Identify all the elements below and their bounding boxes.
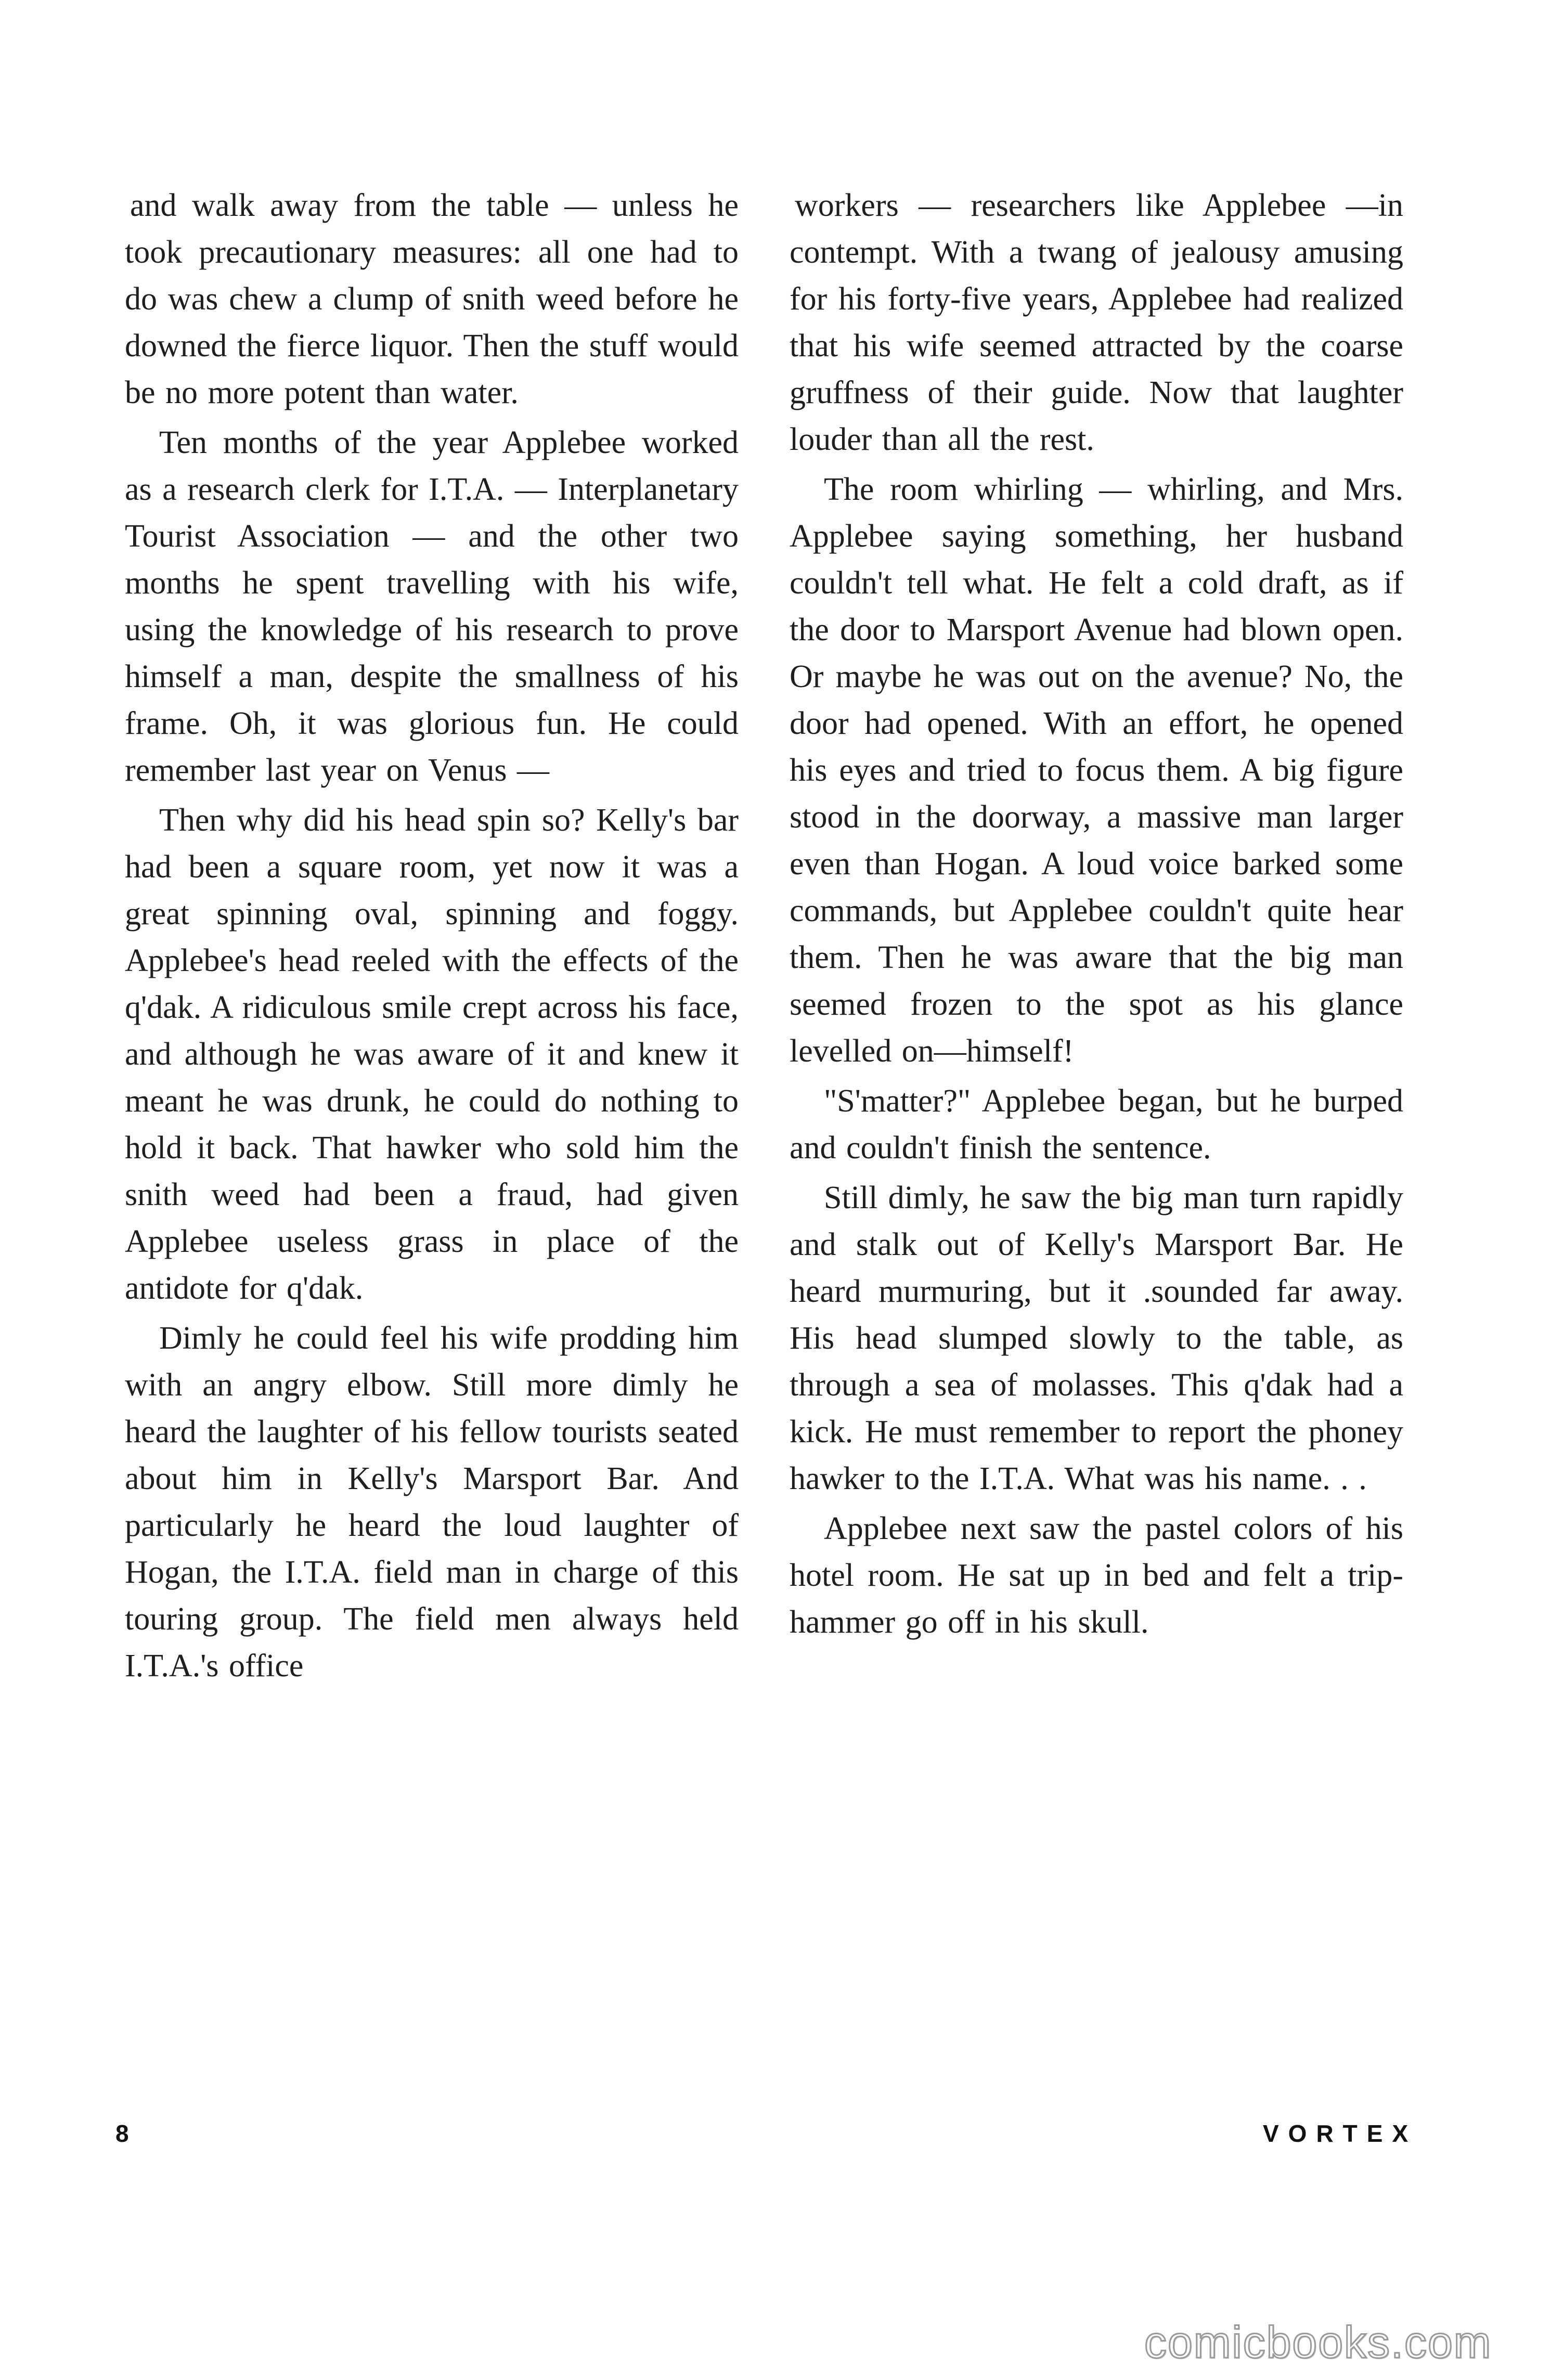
magazine-name: VORTEX (1263, 2120, 1418, 2147)
left-text-column (125, 182, 739, 1692)
paragraph: "S'matter?" Applebee began, but he burped and couldn't finish the sentence. (790, 1083, 1403, 1166)
paragraph: Then why did his head spin so? Kelly's bar had been a square room, yet now it was a great spinning oval, spinning and foggy. Applebee's head reeled with the effects of the q'dak. A ridiculous smile crept across his face, and although he was aware of it and knew it meant he was drunk, he could do nothing to hold it back. That hawker who sold him the snith weed had been a fraud, had given Applebee useless grass in place of the antidote for q'dak. (125, 803, 739, 1306)
paragraph: Still dimly, he saw the big man turn rapidly and stalk out of Kelly's Marsport Bar. He heard murmuring, but it .sounded far away. His head slumped slowly to the table, as through a sea of molasses. This q'dak had a kick. He must remember to report the phoney hawker to the I.T.A. What was his name. . . (790, 1180, 1403, 1496)
paragraph: Ten months of the year Applebee worked as a research clerk for I.T.A. — Interplanetary Tourist Association — and the other two months he spent travelling with his wife, using the knowledge of his research to prove himself a man, despite the smallness of his frame. Oh, it was glorious fun. He could remember last year on Venus — (125, 425, 739, 788)
paragraph: Dimly he could feel his wife prodding him with an angry elbow. Still more dimly he heard the laughter of his fellow tourists seated about him in Kelly's Marsport Bar. And particularly he heard the loud laughter of Hogan, the I.T.A. field man in charge of this touring group. The field men always held I.T.A.'s office (125, 1321, 739, 1684)
page-number: 8 (115, 2120, 129, 2147)
right-text-column (790, 182, 1403, 1649)
watermark-text: comicbooks.com (1144, 2318, 1492, 2368)
paragraph: and walk away from the table — unless he took precautionary measures: all one had to do was chew a clump of snith weed before he downed the fierce liquor. Then the stuff would be no more potent than water. (125, 188, 739, 410)
paragraph: Applebee next saw the pastel colors of his hotel room. He sat up in bed and felt a trip-hammer go off in his skull. (790, 1511, 1403, 1640)
paragraph: workers — researchers like Applebee —in contempt. With a twang of jealousy amusing for his forty-five years, Applebee had realized that his wife seemed attracted by the coarse gruffness of their guide. Now that laughter louder than all the rest. (790, 188, 1403, 457)
paragraph: The room whirling — whirling, and Mrs. Applebee saying something, her husband couldn't tell what. He felt a cold draft, as if the door to Marsport Avenue had blown open. Or maybe he was out on the avenue? No, the door had opened. With an effort, he opened his eyes and tried to focus them. A big figure stood in the doorway, a massive man larger even than Hogan. A loud voice barked some commands, but Applebee couldn't quite hear them. Then he was aware that the big man seemed frozen to the spot as his glance levelled on—himself! (790, 472, 1403, 1069)
